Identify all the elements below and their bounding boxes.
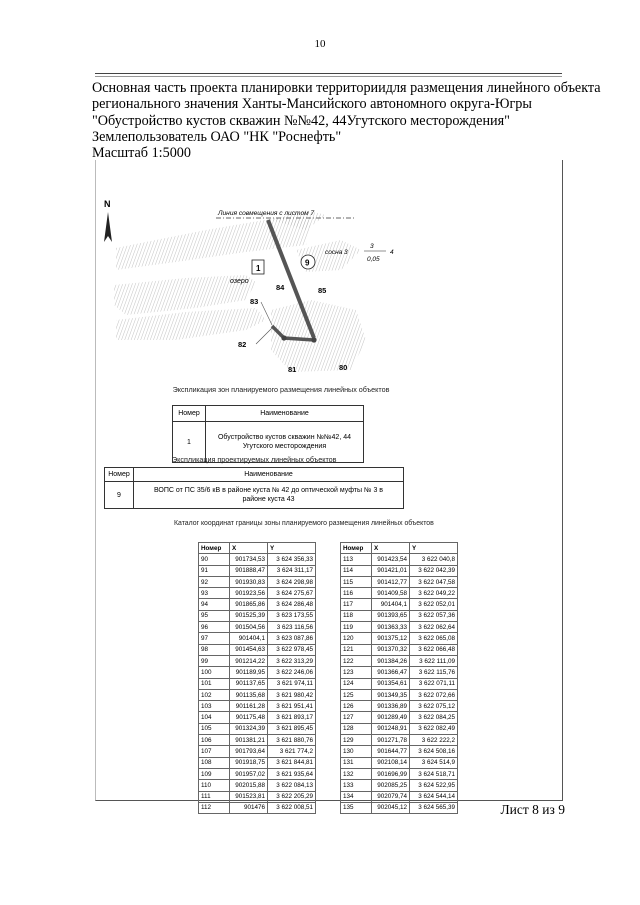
catalog-cell-n: 102 [199,689,230,700]
catalog-cell-x: 901175,48 [230,712,268,723]
catalog-cell-y: 3 624 522,95 [410,780,458,791]
catalog-cell-n: 94 [199,599,230,610]
catalog-cell-n: 133 [341,780,372,791]
catalog-cell-n: 109 [199,768,230,779]
catalog-cell-n: 111 [199,791,230,802]
match-line-label: Линия совмещения с листом 7 [218,210,315,217]
catalog-cell-n: 112 [199,802,230,813]
north-letter: N [104,199,111,209]
catalog-cell-x: 901525,39 [230,610,268,621]
catalog-cell-y: 3 622 072,66 [410,689,458,700]
document-header [92,80,612,161]
table-row [341,712,458,723]
catalog-cell-y: 3 622 062,64 [410,622,458,633]
catalog-table-left [198,542,316,814]
table-row [199,723,316,734]
table-row [199,701,316,712]
table-row [199,565,316,576]
catalog-cell-y: 3 624 514,9 [410,757,458,768]
table-row [199,599,316,610]
catalog-cell-y: 3 624 298,98 [268,576,316,587]
objects-table [104,467,404,509]
catalog-cell-y: 3 622 075,12 [410,701,458,712]
catalog-cell-x: 901734,53 [230,554,268,565]
catalog-cell-y: 3 624 275,67 [268,588,316,599]
table-row [341,757,458,768]
table-row [341,723,458,734]
catalog-cell-x: 901412,77 [372,576,410,587]
catalog-cell-n: 92 [199,576,230,587]
catalog-cell-n: 121 [341,644,372,655]
catalog-cell-n: 114 [341,565,372,576]
forest-frac-top: 3 [370,243,374,250]
table-row [199,667,316,678]
table-row [199,622,316,633]
zones-cell-name: Обустройство кустов скважин №№42, 44 Угутского месторождения [206,422,364,463]
catalog-cell-y: 3 621 774,2 [268,746,316,757]
catalog-cell-y: 3 622 084,25 [410,712,458,723]
objects-col-number: Номер [105,468,134,482]
table-row [341,735,458,746]
table-row [341,633,458,644]
catalog-cell-y: 3 622 065,08 [410,633,458,644]
marker-80: 80 [339,363,348,372]
catalog-cell-n: 129 [341,735,372,746]
catalog-cell-x: 901214,22 [230,655,268,666]
terrain-band [116,218,311,270]
catalog-cell-x: 901523,81 [230,791,268,802]
forest-number: 3 [344,249,348,256]
catalog-cell-x: 901375,12 [372,633,410,644]
catalog-cell-y: 3 621 980,42 [268,689,316,700]
catalog-cell-n: 104 [199,712,230,723]
catalog-cell-x: 902079,74 [372,791,410,802]
zones-col-number: Номер [173,406,206,422]
catalog-cell-x: 901409,58 [372,588,410,599]
sheet-number: Лист 8 из 9 [500,802,565,817]
catalog-cell-y: 3 621 935,64 [268,768,316,779]
objects-cell-name: ВОПС от ПС 35/6 кВ в районе куста № 42 до оптической муфты № 3 в районе куста 43 [134,482,404,509]
catalog-cell-x: 901476 [230,802,268,813]
catalog-cell-x: 901793,64 [230,746,268,757]
table-row [199,576,316,587]
table-row [341,610,458,621]
catalog-header-cell: Номер [341,543,372,554]
catalog-cell-y: 3 622 047,58 [410,576,458,587]
zones-cell-number: 1 [173,422,206,463]
catalog-cell-x: 901349,35 [372,689,410,700]
catalog-cell-x: 902015,88 [230,780,268,791]
catalog-header-cell: Y [410,543,458,554]
catalog-header-cell: Y [268,543,316,554]
table-row [341,644,458,655]
catalog-cell-y: 3 622 222,2 [410,735,458,746]
catalog-cell-x: 901135,68 [230,689,268,700]
table-row [199,689,316,700]
catalog-cell-y: 3 622 978,45 [268,644,316,655]
object-marker-label: 9 [305,258,310,268]
catalog-cell-y: 3 622 049,22 [410,588,458,599]
table-row [341,565,458,576]
table-row [199,644,316,655]
zone-marker-label: 1 [256,264,261,273]
marker-81: 81 [288,365,297,374]
table-row [199,802,316,813]
zones-table-caption [96,385,466,394]
catalog-cell-n: 117 [341,599,372,610]
catalog-cell-n: 125 [341,689,372,700]
catalog-cell-y: 3 621 951,41 [268,701,316,712]
catalog-cell-n: 110 [199,780,230,791]
table-row [341,576,458,587]
forest-right: 4 [390,249,394,256]
catalog-cell-n: 120 [341,633,372,644]
catalog-cell-x: 901423,54 [372,554,410,565]
catalog-cell-x: 901189,95 [230,667,268,678]
catalog-header-row [199,543,316,554]
table-row [341,768,458,779]
leader-line [256,328,272,344]
catalog-cell-x: 901370,32 [372,644,410,655]
table-row [199,633,316,644]
table-row [341,622,458,633]
catalog-cell-n: 90 [199,554,230,565]
catalog-cell-n: 103 [199,701,230,712]
catalog-cell-x: 901363,33 [372,622,410,633]
table-row [341,667,458,678]
marker-84: 84 [276,283,285,292]
table-row [199,735,316,746]
header-line: регионального значения Ханты-Мансийского автономного округа-Югры [92,96,532,113]
table-row [199,780,316,791]
catalog-cell-n: 108 [199,757,230,768]
table-row [341,701,458,712]
catalog-cell-n: 122 [341,655,372,666]
catalog-header-cell: X [230,543,268,554]
header-rule [95,73,562,74]
catalog-cell-n: 97 [199,633,230,644]
table-row [199,588,316,599]
catalog-cell-n: 91 [199,565,230,576]
catalog-cell-x: 901888,47 [230,565,268,576]
catalog-cell-n: 93 [199,588,230,599]
marker-85: 85 [318,286,327,295]
catalog-cell-x: 901865,86 [230,599,268,610]
header-line: "Обустройство кустов скважин №№42, 44Угутского месторождения" [92,112,510,129]
catalog-cell-n: 124 [341,678,372,689]
catalog-cell-x: 901696,99 [372,768,410,779]
catalog-cell-x: 901930,83 [230,576,268,587]
forest-species: сосна [325,249,343,256]
catalog-cell-n: 106 [199,735,230,746]
catalog-cell-n: 98 [199,644,230,655]
catalog-cell-x: 901161,28 [230,701,268,712]
catalog-cell-y: 3 624 544,14 [410,791,458,802]
catalog-cell-x: 901324,39 [230,723,268,734]
catalog-cell-n: 131 [341,757,372,768]
table-row [199,655,316,666]
catalog-cell-x: 901923,56 [230,588,268,599]
catalog-cell-y: 3 621 844,81 [268,757,316,768]
header-rule-2 [95,76,562,77]
objects-table-caption: Экспликация проектируемых линейных объектов [172,455,337,464]
catalog-cell-n: 118 [341,610,372,621]
catalog-cell-y: 3 622 040,8 [410,554,458,565]
catalog-cell-n: 113 [341,554,372,565]
catalog-cell-x: 902045,12 [372,802,410,813]
catalog-cell-y: 3 622 008,51 [268,802,316,813]
catalog-cell-y: 3 624 508,16 [410,746,458,757]
catalog-cell-y: 3 622 111,09 [410,655,458,666]
header-line: Масштаб 1:5000 [92,145,191,162]
catalog-cell-y: 3 622 115,76 [410,667,458,678]
table-row [341,780,458,791]
catalog-cell-y: 3 621 895,45 [268,723,316,734]
catalog-header-cell: X [372,543,410,554]
catalog-header-cell: Номер [199,543,230,554]
catalog-cell-x: 901404,1 [230,633,268,644]
catalog-cell-n: 132 [341,768,372,779]
table-row [341,554,458,565]
table-row [199,757,316,768]
catalog-cell-n: 127 [341,712,372,723]
catalog-cell-y: 3 623 087,86 [268,633,316,644]
catalog-cell-x: 901404,1 [372,599,410,610]
marker-83: 83 [250,297,259,306]
catalog-header-row [341,543,458,554]
catalog-cell-y: 3 622 246,06 [268,667,316,678]
table-row [341,791,458,802]
table-row [341,689,458,700]
catalog-cell-n: 123 [341,667,372,678]
forest-frac-bottom: 0,05 [367,256,380,263]
page-number: 10 [314,38,326,50]
catalog-cell-n: 115 [341,576,372,587]
catalog-cell-y: 3 624 286,48 [268,599,316,610]
catalog-cell-x: 901354,61 [372,678,410,689]
catalog-cell-x: 901289,49 [372,712,410,723]
catalog-cell-n: 95 [199,610,230,621]
catalog-cell-y: 3 624 311,17 [268,565,316,576]
catalog-cell-x: 901393,65 [372,610,410,621]
catalog-cell-x: 901248,91 [372,723,410,734]
catalog-cell-n: 105 [199,723,230,734]
catalog-cell-y: 3 624 565,39 [410,802,458,813]
zones-caption-text: Экспликация зон планируемого размещения линейных объектов [172,385,390,394]
route-node [281,335,286,340]
route-node [311,337,316,342]
catalog-cell-y: 3 622 082,49 [410,723,458,734]
catalog-cell-x: 901366,47 [372,667,410,678]
catalog-cell-x: 901137,65 [230,678,268,689]
catalog-cell-y: 3 622 052,01 [410,599,458,610]
catalog-cell-x: 901644,77 [372,746,410,757]
catalog-cell-x: 901454,63 [230,644,268,655]
catalog-cell-x: 902085,25 [372,780,410,791]
catalog-cell-y: 3 624 356,33 [268,554,316,565]
catalog-table-right [340,542,458,814]
catalog-cell-y: 3 621 974,11 [268,678,316,689]
table-row [341,599,458,610]
table-row [199,768,316,779]
catalog-cell-y: 3 622 042,39 [410,565,458,576]
catalog-cell-n: 128 [341,723,372,734]
catalog-cell-n: 100 [199,667,230,678]
table-row [341,746,458,757]
objects-cell-number: 9 [105,482,134,509]
catalog-cell-n: 134 [341,791,372,802]
header-line: Основная часть проекта планировки территориидля размещения линейного объекта [92,80,601,96]
catalog-cell-x: 902108,14 [372,757,410,768]
catalog-cell-y: 3 622 205,29 [268,791,316,802]
table-row [341,588,458,599]
header-line: Землепользователь ОАО "НК "Роснефть" [92,128,342,145]
catalog-cell-x: 901957,02 [230,768,268,779]
catalog-cell-x: 901504,56 [230,622,268,633]
catalog-cell-y: 3 623 116,56 [268,622,316,633]
table-row [199,791,316,802]
catalog-cell-y: 3 622 066,48 [410,644,458,655]
table-row [199,554,316,565]
site-plan-map [96,190,396,380]
catalog-cell-n: 135 [341,802,372,813]
catalog-cell-y: 3 622 313,29 [268,655,316,666]
table-row [341,655,458,666]
objects-col-name: Наименование [134,468,404,482]
table-row [199,746,316,757]
catalog-cell-n: 116 [341,588,372,599]
catalog-cell-y: 3 622 071,11 [410,678,458,689]
catalog-caption: Каталог координат границы зоны планируемого размещения линейных объектов [174,520,434,527]
catalog-cell-n: 99 [199,655,230,666]
table-row [341,678,458,689]
catalog-cell-y: 3 623 173,55 [268,610,316,621]
catalog-cell-n: 96 [199,622,230,633]
catalog-cell-n: 119 [341,622,372,633]
table-row [199,712,316,723]
catalog-cell-y: 3 621 880,76 [268,735,316,746]
table-row [341,802,458,813]
catalog-cell-n: 101 [199,678,230,689]
north-arrow-icon [104,212,112,242]
catalog-cell-y: 3 622 084,13 [268,780,316,791]
catalog-cell-n: 130 [341,746,372,757]
marker-82: 82 [238,340,247,349]
catalog-cell-y: 3 622 057,36 [410,610,458,621]
catalog-cell-x: 901271,78 [372,735,410,746]
lake-label: озеро [230,278,249,285]
catalog-cell-n: 126 [341,701,372,712]
catalog-cell-n: 107 [199,746,230,757]
catalog-cell-x: 901421,01 [372,565,410,576]
zones-col-name: Наименование [206,406,364,422]
catalog-cell-x: 901384,26 [372,655,410,666]
catalog-cell-x: 901381,21 [230,735,268,746]
table-row [199,678,316,689]
catalog-cell-x: 901918,75 [230,757,268,768]
table-row [199,610,316,621]
catalog-cell-y: 3 624 518,71 [410,768,458,779]
catalog-cell-x: 901336,89 [372,701,410,712]
catalog-cell-y: 3 621 893,17 [268,712,316,723]
